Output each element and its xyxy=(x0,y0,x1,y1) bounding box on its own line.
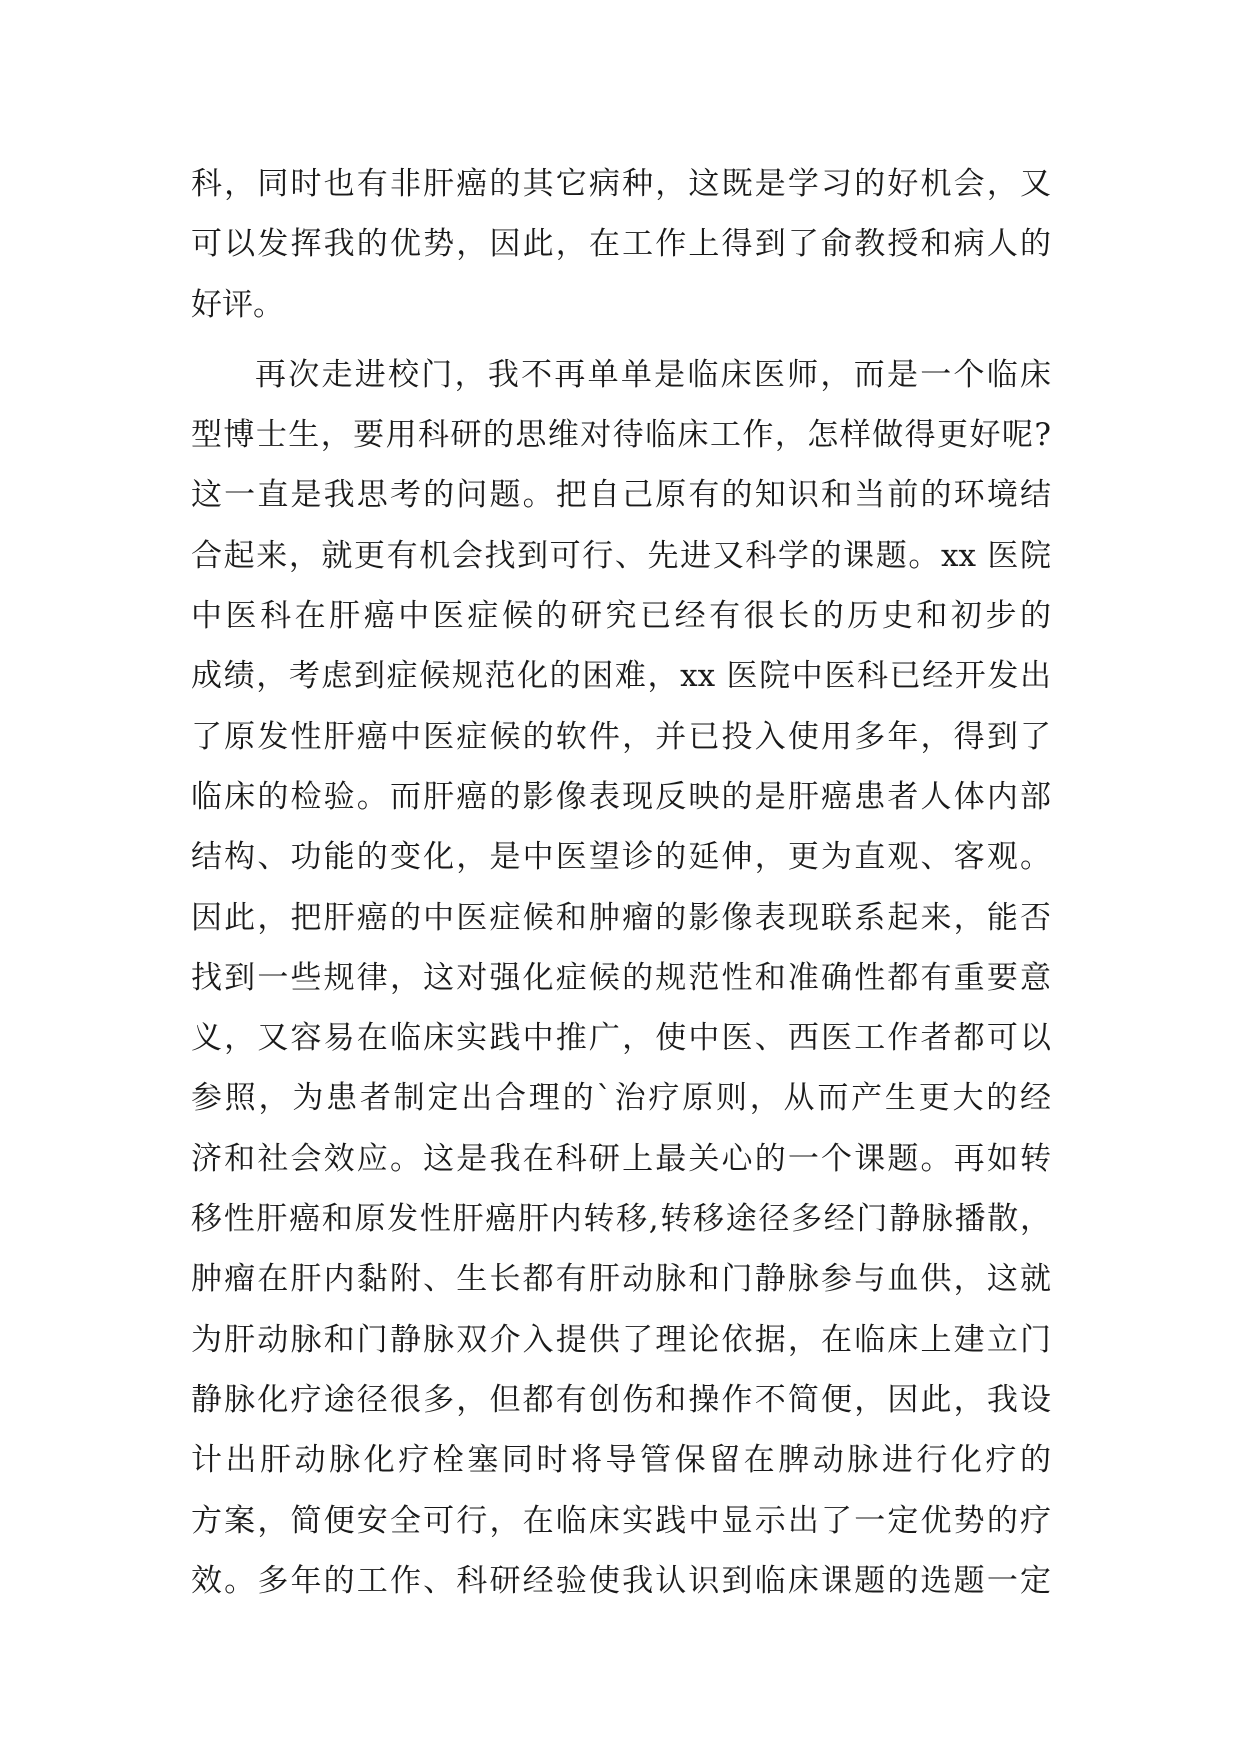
text-line: 临床的检验。而肝癌的影像表现反映的是肝癌患者人体内部 xyxy=(191,778,1051,815)
text-line: 义，又容易在临床实践中推广，使中医、西医工作者都可以 xyxy=(191,1020,1051,1057)
text-line: 了原发性肝癌中医症候的软件，并已投入使用多年，得到了 xyxy=(191,718,1051,755)
text-line: 效。多年的工作、科研经验使我认识到临床课题的选题一定 xyxy=(191,1562,1051,1599)
text-line: 中医科在肝癌中医症候的研究已经有很长的历史和初步的 xyxy=(191,598,1051,635)
paragraph xyxy=(191,345,1051,1611)
text-line: 好评。 xyxy=(191,286,284,323)
text-line: 计出肝动脉化疗栓塞同时将导管保留在脾动脉进行化疗的 xyxy=(191,1442,1051,1479)
text-line: 肿瘤在肝内黏附、生长都有肝动脉和门静脉参与血供，这就 xyxy=(191,1261,1051,1298)
text-line: 科，同时也有非肝癌的其它病种，这既是学习的好机会，又 xyxy=(191,166,1051,202)
text-line: 移性肝癌和原发性肝癌肝内转移,转移途径多经门静脉播散， xyxy=(191,1201,1051,1238)
text-line: 再次走进校门，我不再单单是临床医师，而是一个临床 xyxy=(255,356,1051,393)
paragraph-continued xyxy=(191,154,1051,335)
text-line: 参照，为患者制定出合理的`治疗原则，从而产生更大的经 xyxy=(191,1080,1051,1117)
text-line: 型博士生，要用科研的思维对待临床工作，怎样做得更好呢? xyxy=(191,417,1051,454)
text-line: 成绩，考虑到症候规范化的困难，xx 医院中医科已经开发出 xyxy=(191,658,1051,695)
text-line: 合起来，就更有机会找到可行、先进又科学的课题。xx 医院 xyxy=(191,537,1051,574)
text-line: 可以发挥我的优势，因此，在工作上得到了俞教授和病人的 xyxy=(191,226,1051,263)
text-line: 找到一些规律，这对强化症候的规范性和准确性都有重要意 xyxy=(191,959,1051,996)
text-line: 这一直是我思考的问题。把自己原有的知识和当前的环境结 xyxy=(191,477,1051,514)
text-line: 为肝动脉和门静脉双介入提供了理论依据，在临床上建立门 xyxy=(191,1321,1051,1358)
text-line: 济和社会效应。这是我在科研上最关心的一个课题。再如转 xyxy=(191,1140,1051,1177)
text-line: 结构、功能的变化，是中医望诊的延伸，更为直观、客观。 xyxy=(191,839,1051,876)
text-line: 因此，把肝癌的中医症候和肿瘤的影像表现联系起来，能否 xyxy=(191,899,1051,936)
text-line: 方案，简便安全可行，在临床实践中显示出了一定优势的疗 xyxy=(191,1502,1051,1539)
body-text xyxy=(191,154,1051,1611)
text-line: 静脉化疗途径很多，但都有创伤和操作不简便，因此，我设 xyxy=(191,1381,1051,1418)
